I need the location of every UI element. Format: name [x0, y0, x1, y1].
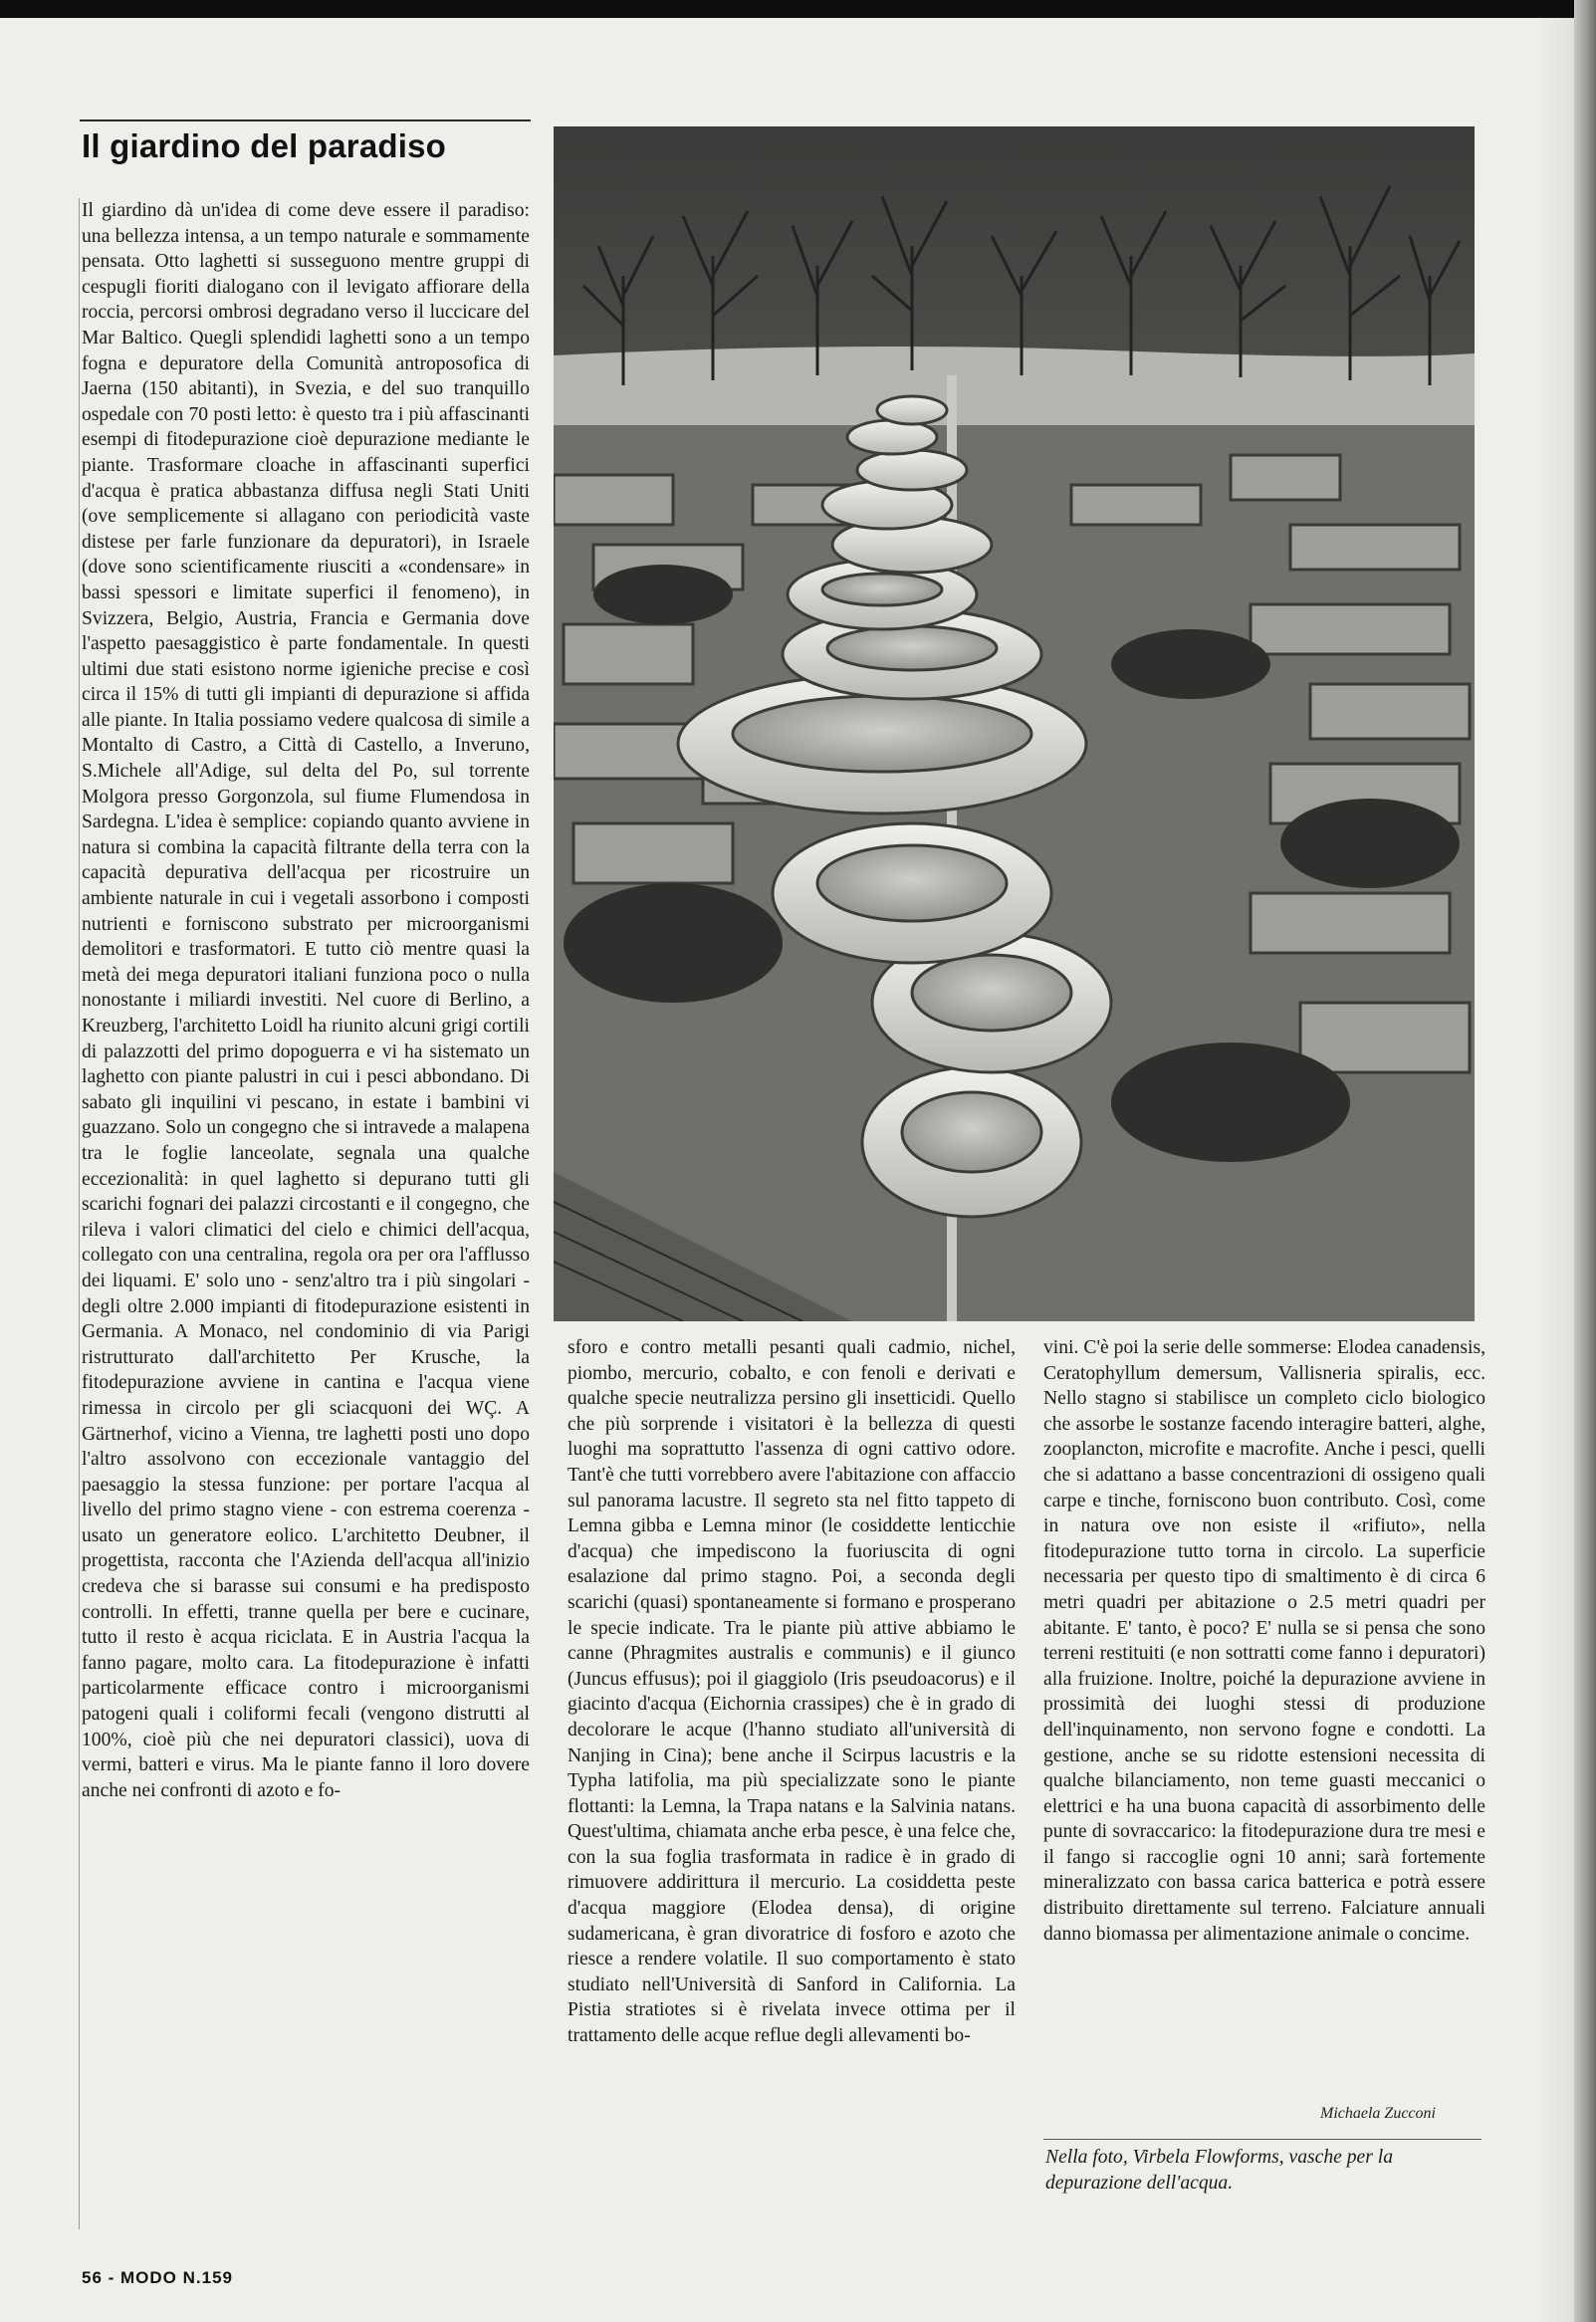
- article-title: Il giardino del paradiso: [82, 127, 447, 164]
- page-footer: 56 - MODO N.159: [82, 2268, 233, 2287]
- scan-top-border: [0, 0, 1596, 18]
- article-column-2: sforo e contro metalli pesanti quali cadmio, nichel, piombo, mercurio, cobalto, e con fenoli e derivati e qualche specie neutralizza persino gli insetticidi. Quello che più sorprende i visitatori è la bellezza di questi luoghi ma soprattutto l'assenza di ogni cattivo odore. Tant'è che tutti vorrebbero avere l'abitazione con affaccio sul panorama lacustre. Il segreto sta nel fitto tappeto di Lemna gibba e Lemna minor (le cosiddette lenticchie d'acqua) che impediscono la fuoriuscita di ogni esalazione dal primo stagno. Poi, a seconda degli scarichi (quasi) spontaneamente si formano e prosperano le specie indicate. Tra le piante più attive abbiamo le canne (Phragmites australis e communis) e il giunco (Juncus effusus); poi il giaggiolo (Iris pseudoacorus) e il giacinto d'acqua (Eichornia crassipes) che è in grado di decolorare le acque (l'hanno studiato all'università di Nanjing in Cina); bene anche il Scirpus lacustris e la Typha latifolia, ma più specializzate sono le piante flottanti: la Lemna, la Trapa natans e la Salvinia natans. Quest'ultima, chiamata anche erba pesce, è una felce che, con la sua foglia trasformata in radice è in grado di rimuovere addirittura il mercurio. La cosiddetta peste d'acqua maggiore (Elodea densa), di origine sudamericana, è gran divoratrice di fosforo e azoto che riesce a rendere volatile. Il suo comportamento è stato studiato nell'Università di Sanford in California. La Pistia stratiotes si è rivelata invece ottima per il trattamento delle acque reflue degli allevamenti bo-: [568, 1337, 1016, 2047]
- author-signature: Michaela Zucconi: [1320, 2105, 1436, 2122]
- article-column-3: vini. C'è poi la serie delle sommerse: Elodea canadensis, Ceratophyllum demersum, Vallisneria spiralis, ecc. Nello stagno si stabilisce un completo ciclo biologico che assorbe le sostanze facendo interagire batteri, alghe, zooplancton, microfite e macrofite. Anche i pesci, quelli che si adattano a basse concentrazioni di ossigeno quali carpe e tinche, forniscono buon contributo. Così, come in natura ove non esiste il «rifiuto», nella fitodepurazione tutto torna in circolo. La superficie necessaria per questo tipo di smaltimento è di circa 6 metri quadri per abitazione o 2.5 metri quadri per abitante. E' tanto, è poco? E' nulla se si pensa che sono terreni restituiti (e non sottratti come fanno i depuratori) alla fruizione. Inoltre, poiché la depurazione avviene in prossimità dei luoghi stessi di produzione dell'inquinamento, non servono fogne e condotti. La gestione, anche se su ridotte estensioni necessita di qualche bilanciamento, non teme guasti meccanici o elettrici e ha una buona capacità di assorbimento delle punte di sovraccarico: la fitodepurazione dura tre mesi e il fango si raccoglie ogni 10 anni; sarà fortemente mineralizzato con bassa carica batterica e potrà essere distribuito direttamente sul terreno. Falciature annuali danno biomassa per alimentazione animale o concime.: [1043, 1337, 1485, 1945]
- title-rule: [80, 119, 531, 121]
- article-column-1: Il giardino dà un'idea di come deve essere il paradiso: una bellezza intensa, a un tempo naturale e sommamente pensata. Otto laghetti si susseguono mentre gruppi di cespugli fioriti dialogano con il levigato affiorare della roccia, percorsi ombrosi degradano verso il luccicare del Mar Baltico. Quegli splendidi laghetti sono a un tempo fogna e depuratore della Comunità antroposofica di Jaerna (150 abitanti), in Svezia, e del suo tranquillo ospedale con 70 posti letto: è questo tra i più affascinanti esempi di fitodepurazione cioè depurazione mediante le piante. Trasformare cloache in affascinanti superfici d'acqua è pratica abbastanza diffusa negli Stati Uniti (ove semplicemente si allagano con periodicità vaste distese per farle funzionare da depuratori), in Israele (dove sono scientificamente riusciti a «condensare» in bassi spessori e limitate superfici il fenomeno), in Svizzera, Belgio, Austria, Francia e Germania dove l'aspetto paesaggistico è parte fondamentale. In questi ultimi due stati esistono norme igieniche precise e così circa il 15% di tutti gli impianti di depurazione si affida alle piante. In Italia possiamo vedere qualcosa di simile a Montalto di Castro, a Città di Castello, a Inveruno, S.Michele all'Adige, sul delta del Po, sul torrente Molgora presso Gorgonzola, sul fiume Flumendosa in Sardegna. L'idea è semplice: copiando quanto avviene in natura si combina la capacità filtrante della terra con la capacità depurativa dell'acqua per ricostruire un ambiente naturale in cui i vegetali assorbono i composti nutrienti e forniscono substrato per microorganismi demolitori e trasformatori. E tutto ciò mentre quasi la metà dei mega depuratori italiani funziona poco o nulla nonostante i miliardi investiti. Nel cuore di Berlino, a Kreuzberg, l'architetto Loidl ha riunito alcuni grigi cortili di palazzotti del primo dopoguerra e vi ha sistemato un laghetto con piante palustri in cui i pesci abbondano. Di sabato gli inquilini vi pescano, in estate i bambini vi guazzano. Solo un congegno che si intravede a malapena tra le foglie lanceolate, segnala una qualche eccezionalità: in quel laghetto si depurano tutti gli scarichi fognari dei palazzi circostanti e il congegno, che rileva i valori climatici del cielo e chimici dell'acqua, collegato con una centralina, regola ora per ora l'afflusso dei liquami. E' solo uno - senz'altro tra i più singolari - degli oltre 2.000 impianti di fitodepurazione esistenti in Germania. A Monaco, nel condominio di via Parigi ristrutturato dall'architetto Per Krusche, la fitodepurazione avviene in cantina e l'acqua viene rimessa in circolo per gli sciacquoni dei WÇ. A Gärtnerhof, vicino a Vienna, tre laghetti posti uno dopo l'altro assolvono con eccezionale vantaggio del paesaggio la stessa funzione: per portare l'acqua al livello del primo stagno viene - con estrema coerenza - usato un generatore eolico. L'architetto Deubner, il progettista, racconta che l'Azienda dell'acqua all'inizio credeva che si barasse sui consumi e ha predisposto controlli. In effetti, tranne quella per bere e cucinare, tutto il resto è acqua riciclata. E in Austria l'acqua la fanno pagare, molto cara. La fitodepurazione è infatti particolarmente efficace contro i microorganismi patogeni quali i coliformi fecali (vengono distrutti al 100%, cioè più che nei depuratori classici), uova di vermi, batteri e virus. Ma le piante fanno il loro dovere anche nei confronti di azoto e fo-: [82, 200, 530, 1801]
- column-rule: [79, 198, 80, 2229]
- page-spine: [1574, 0, 1596, 2322]
- page-gutter-shadow: [1534, 0, 1574, 2322]
- photo-caption: Nella foto, Virbela Flowforms, vasche per la depurazione dell'acqua.: [1045, 2147, 1394, 2194]
- article-photo: [554, 126, 1475, 1321]
- flowform-cascade-icon: [554, 126, 1475, 1321]
- caption-rule: [1043, 2139, 1482, 2140]
